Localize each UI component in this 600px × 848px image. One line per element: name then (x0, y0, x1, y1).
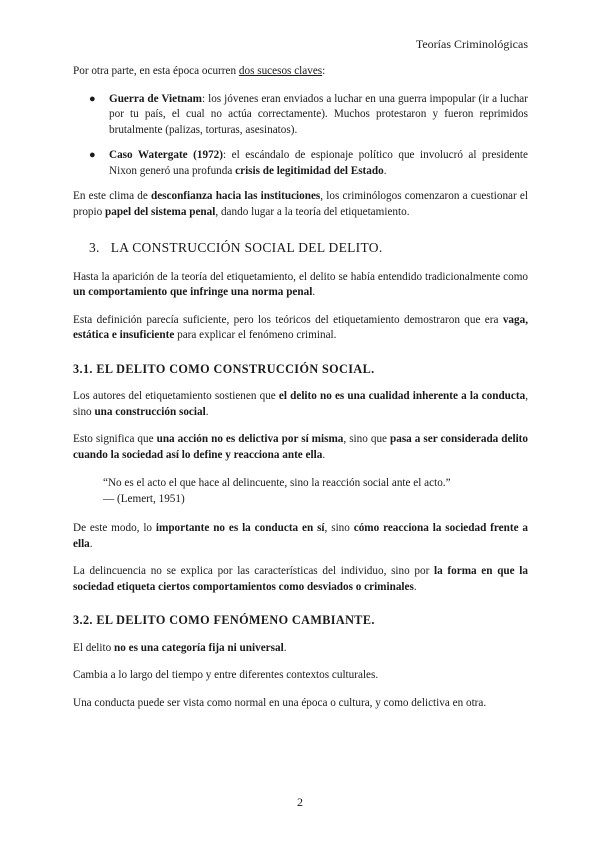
emphasis: el delito no es una cualidad inherente a la conducta (278, 390, 526, 402)
paragraph (73, 521, 528, 552)
climate-paragraph (73, 189, 528, 220)
event-text-end: . (383, 164, 387, 177)
paragraph (73, 432, 528, 463)
intro-colon: : (322, 65, 326, 77)
intro-underlined: dos sucesos claves (238, 65, 323, 77)
text: Esta definición parecía suficiente, pero los teóricos del etiquetamiento demostraron que era (73, 313, 503, 326)
text: , sino (324, 522, 354, 534)
running-header: Teorías Criminológicas (415, 37, 528, 51)
text: La delincuencia no se explica por las características del individuo, sino por (73, 565, 435, 577)
paragraph (73, 313, 528, 344)
text: . (283, 641, 287, 654)
block-quote (103, 475, 528, 507)
event-text: : el escándalo de espionaje político que involucró al presidente Nixon generó una profunda (109, 149, 528, 177)
text: , los criminólogos comenzaron a cuestionar el propio (73, 190, 528, 218)
emphasis: una construcción social (94, 405, 206, 418)
text: Esto significa que (73, 433, 157, 445)
text: , sino (73, 390, 528, 418)
page-content (73, 64, 528, 723)
emphasis: vaga, estática e insuficiente (73, 313, 528, 341)
events-list (73, 92, 528, 180)
text: Los autores del etiquetamiento sostienen que (73, 390, 279, 402)
subsection-heading: 3.1. EL DELITO COMO CONSTRUCCIÓN SOCIAL. (73, 361, 375, 376)
paragraph (73, 389, 528, 420)
list-item (73, 92, 528, 139)
text: . (205, 405, 209, 418)
subsection-heading: 3.2. EL DELITO COMO FENÓMENO CAMBIANTE. (73, 613, 375, 627)
paragraph (73, 270, 528, 301)
emphasis: papel del sistema penal (105, 205, 216, 218)
emphasis: un comportamiento que infringe una norma penal (73, 286, 313, 298)
text: . (413, 580, 417, 593)
event-title: Guerra de Vietnam (109, 92, 202, 105)
event-text: : los jóvenes eran enviados a luchar en una guerra impopular (ir a luchar por tu país, el cual no actúa correctamente). Muchos protestaron y fueron reprimidos brutalmente (palizas, torturas, asesinatos). (109, 92, 528, 136)
paragraph: Cambia a lo largo del tiempo y entre diferentes contextos culturales. (73, 669, 379, 681)
emphasis: una acción no es delictiva por sí misma (156, 433, 344, 445)
page-number: 2 (297, 795, 303, 809)
list-item (73, 148, 528, 179)
emphasis: pasa a ser considerada delito cuando la sociedad así lo define y reacciona ante ella (73, 433, 529, 461)
text: El delito (73, 641, 115, 654)
section-title: LA CONSTRUCCIÓN SOCIAL DEL DELITO. (110, 240, 383, 255)
section-number: 3. (89, 240, 100, 255)
text: En este clima de (73, 190, 151, 202)
intro-text: Por otra parte, en esta época ocurren (73, 65, 239, 77)
text: . (89, 537, 93, 550)
emphasis: no es una categoría fija ni universal (114, 641, 284, 654)
intro-paragraph (73, 64, 528, 80)
paragraph (73, 564, 528, 595)
event-title: Caso Watergate (1972) (109, 149, 223, 161)
emphasis: desconfianza hacia las instituciones (150, 190, 321, 202)
text: para explicar el fenómeno criminal. (174, 329, 337, 341)
bullet-icon: ● (89, 92, 96, 105)
text: . (312, 286, 316, 298)
section-heading (89, 240, 528, 256)
emphasis: importante no es la conducta en sí (155, 522, 325, 534)
text: , sino que (343, 433, 391, 445)
bullet-icon: ● (89, 149, 96, 161)
emphasis: cómo reacciona la sociedad frente a ella (73, 522, 529, 550)
text: Hasta la aparición de la teoría del etiquetamiento, el delito se había entendido tradicionalmente como (73, 270, 528, 283)
text: . (322, 448, 326, 461)
quote-author: — (Lemert, 1951) (103, 493, 185, 505)
quote-text: “No es el acto el que hace al delincuente, sino la reacción social ante el acto.” (103, 477, 451, 489)
event-emphasis: crisis de legitimidad del Estado (235, 164, 384, 177)
paragraph: Una conducta puede ser vista como normal en una época o cultura, y como delictiva en otra. (73, 696, 487, 709)
paragraph (73, 641, 528, 657)
text: , dando lugar a la teoría del etiquetamiento. (215, 205, 410, 218)
emphasis: la forma en que la sociedad etiqueta ciertos comportamientos como desviados o criminales (73, 565, 528, 593)
text: De este modo, lo (73, 522, 156, 534)
